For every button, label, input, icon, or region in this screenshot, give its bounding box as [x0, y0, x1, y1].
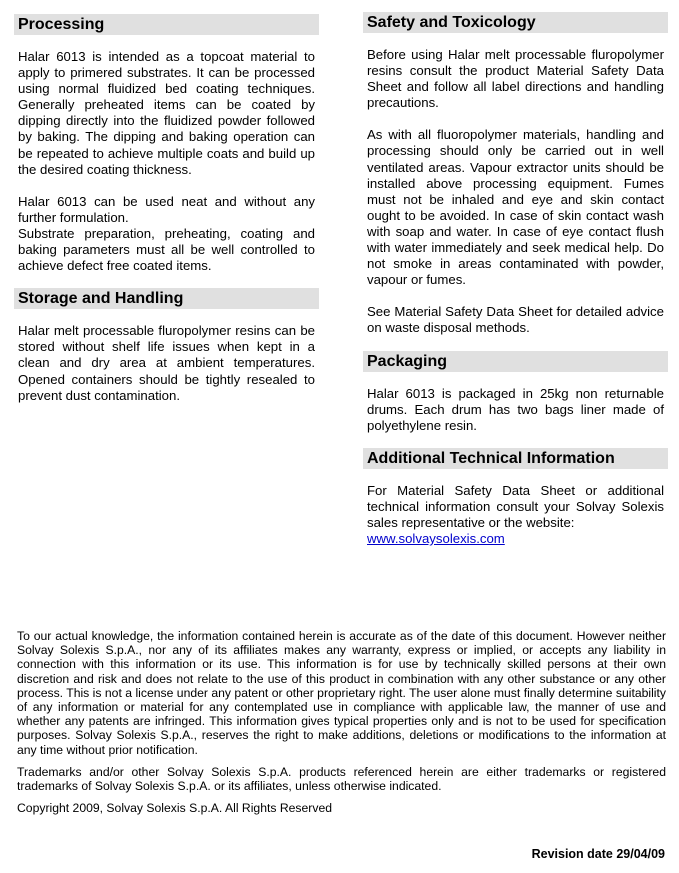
- processing-paragraph-1: Halar 6013 is intended as a topcoat material to apply to primered substrates. It can be processed using normal fluidized bed coating techniques. Generally preheated items can be coated by dipping directly into the fluidized powder followed by baking. The dipping and baking operation can be repeated to achieve multiple coats and build up the desired coating thickness.: [18, 49, 315, 177]
- revision-date: Revision date 29/04/09: [531, 847, 665, 861]
- processing-paragraph-2: Halar 6013 can be used neat and without any further formulation.: [18, 193, 315, 225]
- trademarks-text: Trademarks and/or other Solvay Solexis S.p.A. products referenced herein are either trademarks or registered trademarks of Solvay Solexis S.p.A. or its affiliates, unless otherwise indicated.: [17, 764, 666, 794]
- safety-paragraph-2: As with all fluoropolymer materials, handling and processing should only be carried out in well ventilated areas. Vapour extractor units should be installed above processing equipment. Fumes must not be inhaled and eye and skin contact ought to be avoided. In case of skin contact wash with soap and water. In case of eye contact flush with water immediately and seek medical help. Do not smoke in areas contaminated with powder, vapour or fumes.: [367, 127, 664, 288]
- disclaimer-text: To our actual knowledge, the information contained herein is accurate as of the date of this document. However neither Solvay Solexis S.p.A., nor any of its affiliates makes any warranty, express or implied, or accepts any liability in connection with this information or its use. This information is for use by technically skilled persons at their own discretion and risk and does not relate to the use of this product in combination with any other substance or any other process. This is not a license under any patent or other proprietary right. The user alone must finally determine suitability of any information or material for any contemplated use in compliance with applicable law, the manner of use and whether any patents are infringed. This information gives typical properties only and is not to be used for specification purposes. Solvay Solexis S.p.A., reserves the right to make additions, deletions or modifications to the information at any time without prior notification.: [17, 629, 666, 757]
- additional-info-text: For Material Safety Data Sheet or additional technical information consult your Solvay Solexis sales representative or the website:: [367, 482, 664, 530]
- left-column: [14, 14, 319, 404]
- safety-paragraph-1: Before using Halar melt processable fluropolymer resins consult the product Material Safety Data Sheet and follow all label directions and handling precautions.: [367, 47, 664, 111]
- safety-paragraph-3: See Material Safety Data Sheet for detailed advice on waste disposal methods.: [367, 304, 664, 336]
- additional-info-heading: Additional Technical Information: [363, 448, 668, 469]
- packaging-heading: Packaging: [363, 351, 668, 372]
- processing-paragraph-3: Substrate preparation, preheating, coating and baking parameters must all be well controlled to achieve defect free coated items.: [18, 225, 315, 274]
- packaging-paragraph-1: Halar 6013 is packaged in 25kg non returnable drums. Each drum has two bags liner made of polyethylene resin.: [367, 385, 664, 433]
- additional-info-paragraph: [367, 483, 664, 547]
- storage-paragraph-1: Halar melt processable fluropolymer resins can be stored without shelf life issues when kept in a clean and dry area at ambient temperatures. Opened containers should be tightly resealed to prevent dust contamination.: [18, 323, 315, 403]
- right-column: [363, 12, 668, 547]
- processing-heading: Processing: [14, 14, 319, 35]
- disclaimer-block: [17, 629, 666, 823]
- storage-heading: Storage and Handling: [14, 288, 319, 309]
- safety-heading: Safety and Toxicology: [363, 12, 668, 33]
- copyright-text: Copyright 2009, Solvay Solexis S.p.A. All Rights Reserved: [17, 801, 332, 816]
- website-link[interactable]: www.solvaysolexis.com: [367, 531, 505, 547]
